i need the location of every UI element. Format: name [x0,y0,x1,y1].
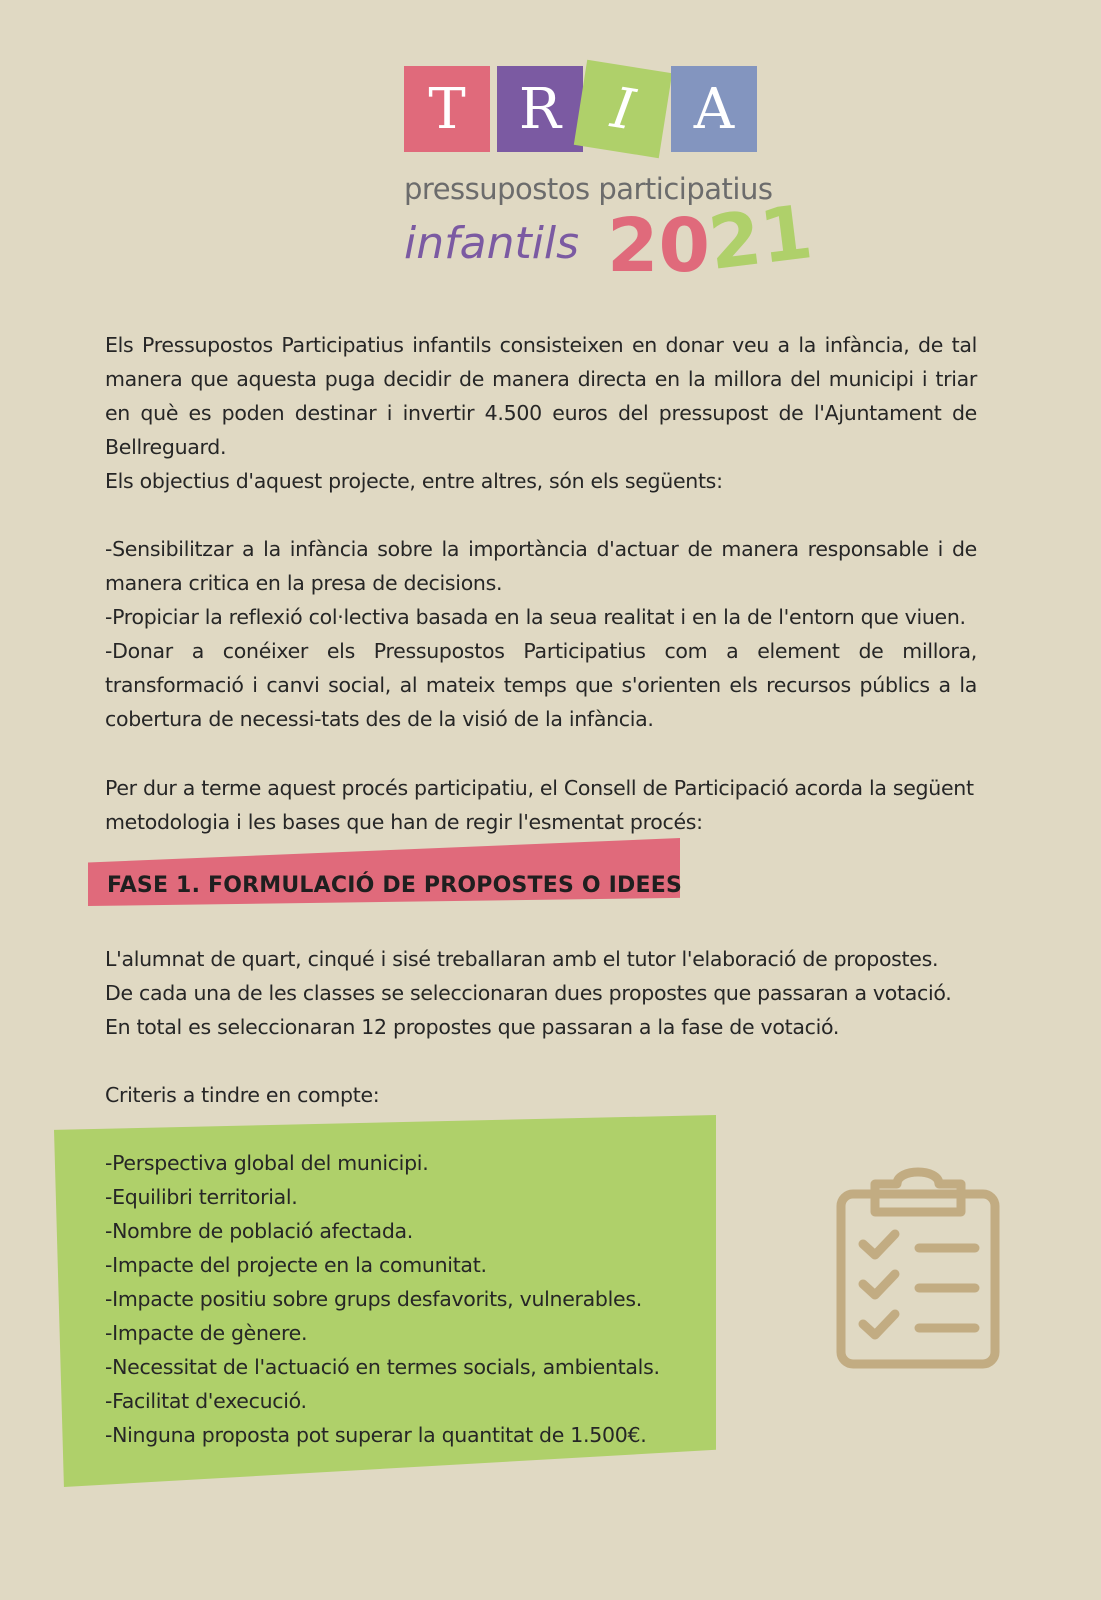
logo-year-21: 21 [704,189,817,288]
criteria-item: -Facilitat d'execució. [105,1389,307,1413]
intro-paragraph [105,328,977,464]
fase1-line: En total es seleccionaran 12 propostes que passaran a la fase de votació. [105,1015,840,1039]
logo-tile-i: I [574,60,672,158]
fase1-description [105,942,977,1044]
criteria-heading: Criteris a tindre en compte: [105,1083,380,1107]
logo-subtitle: pressupostos participatius [404,172,773,206]
criteria-item: -Impacte de gènere. [105,1321,308,1345]
fase1-title: FASE 1. FORMULACIÓ DE PROPOSTES O IDEES [107,873,682,898]
criteria-item: -Necessitat de l'actuació en termes socials, ambientals. [105,1355,660,1379]
criteria-item: -Impacte positiu sobre grups desfavorits, vulnerables. [105,1287,642,1311]
logo-tile-t: T [404,66,490,152]
objective-item: -Sensibilitzar a la infància sobre la importància d'actuar de manera responsable i de manera critica en la presa de decisions. [105,537,977,595]
logo-infantils: infantils [404,218,580,269]
criteria-item: -Equilibri territorial. [105,1185,298,1209]
intro-text: Els Pressupostos Participatius infantils consisteixen en donar veu a la infància, de tal manera que aquesta puga decidir de manera directa en la millora del municipi i triar en què es poden destinar i invertir 4.500 euros del pressupost de l'Ajuntament de Bellreguard. [105,333,977,459]
criteria-item: -Nombre de població afectada. [105,1219,414,1243]
objective-item: -Propiciar la reflexió col·lectiva basada en la seua realitat i en la de l'entorn que viuen. [105,605,966,629]
objectives-heading: Els objectius d'aquest projecte, entre altres, són els següents: [105,469,723,493]
objective-item: -Donar a conéixer els Pressupostos Participatius com a element de millora, transformació i canvi social, al mateix temps que s'orienten els recursos públics a la cobertura de necessi-tats des de la visió de la infància. [105,639,977,731]
objectives-list [105,532,977,736]
fase1-line: L'alumnat de quart, cinqué i sisé treballaran amb el tutor l'elaboració de propostes. [105,947,939,971]
logo-tile-a: A [671,66,757,152]
criteria-item: -Impacte del projecte en la comunitat. [105,1253,487,1277]
logo-tile-r: R [497,66,583,152]
methodology-paragraph: Per dur a terme aquest procés participatiu, el Consell de Participació acorda la següent metodologia i les bases que han de regir l'esmentat procés: [105,776,974,834]
logo-year [607,189,817,289]
fase1-line: De cada una de les classes se seleccionaran dues propostes que passaran a votació. [105,981,952,1005]
tria-logo [0,0,1101,300]
criteria-item: -Perspectiva global del municipi. [105,1151,429,1175]
criteria-item: -Ninguna proposta pot superar la quantitat de 1.500€. [105,1423,647,1447]
criteria-list [105,1146,705,1452]
clipboard-checklist-icon [835,1162,1005,1372]
logo-year-20: 20 [607,203,710,289]
